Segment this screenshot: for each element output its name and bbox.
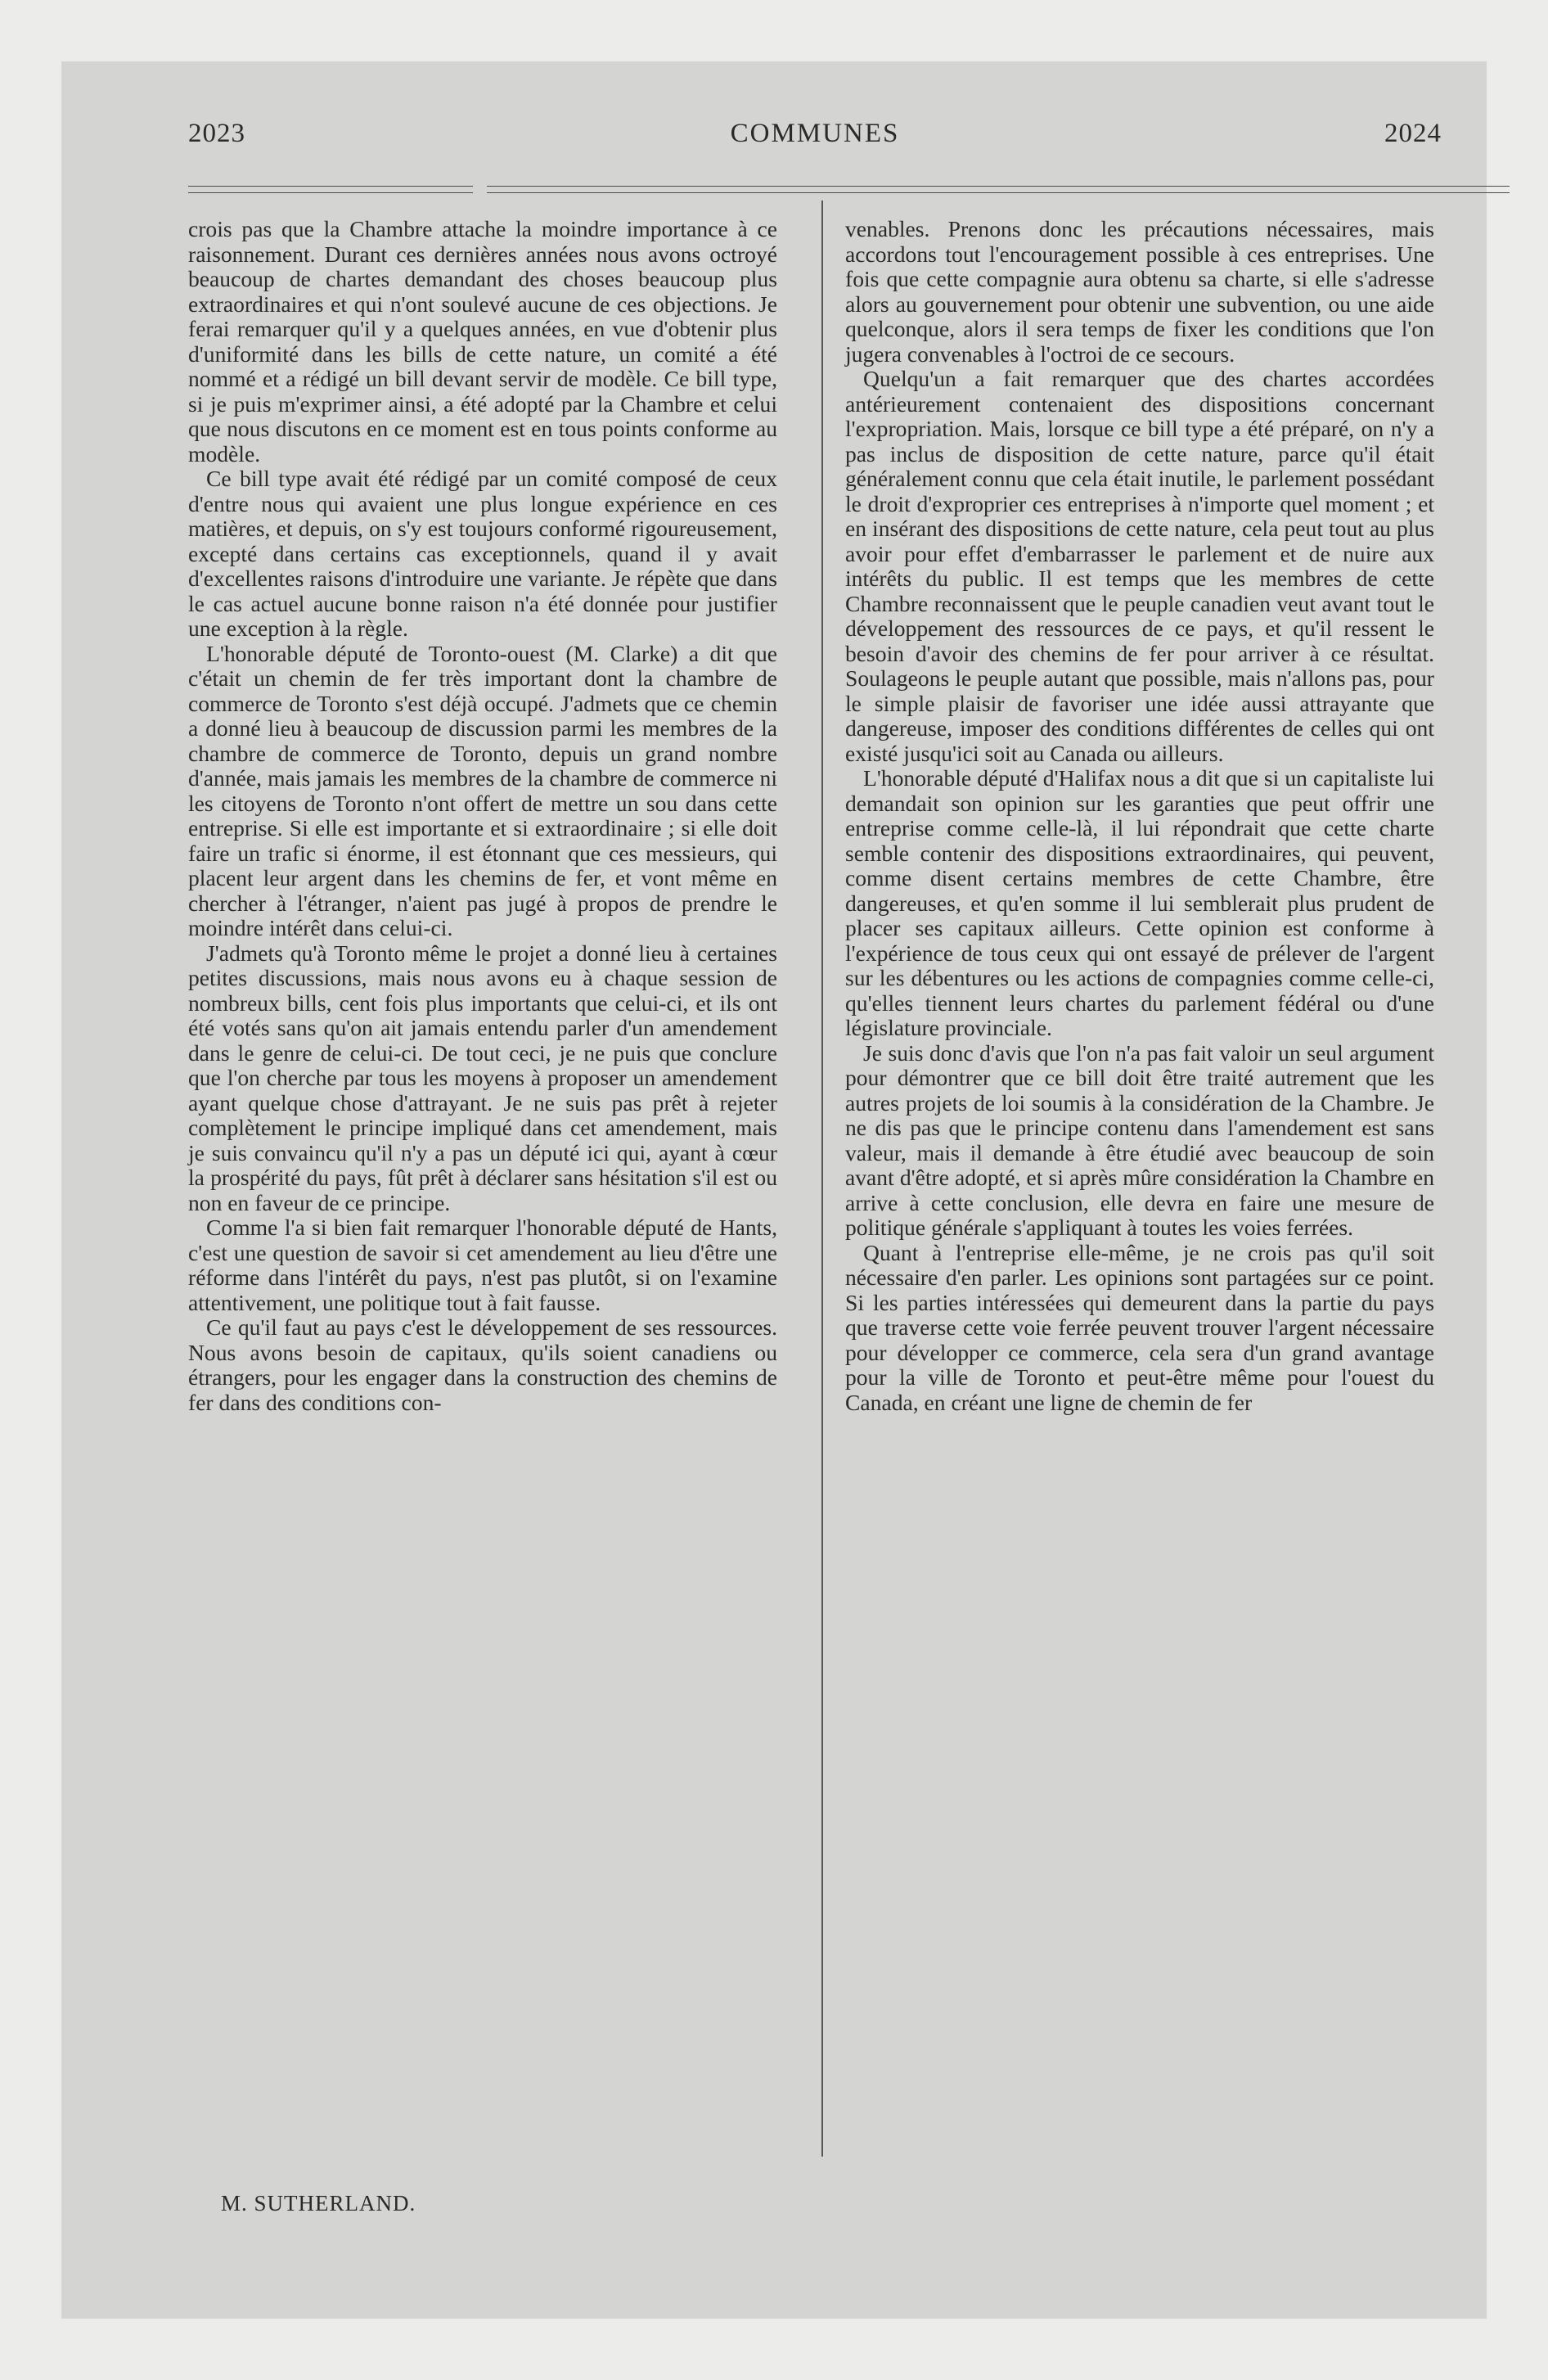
- paragraph: Je suis donc d'avis que l'on n'a pas fait valoir un seul argument pour démontrer que ce bill doit être traité autrement que les autres projets de loi soumis à la considération de la Chambre. Je ne dis pas que le principe contenu dans l'amendement est sans valeur, mais il demande à être étudié avec beaucoup de soin avant d'être adopté, et si après mûre considération la Chambre en arrive à cette conclusion, elle devra en faire une mesure de politique générale s'appliquant à toutes les voies ferrées.: [845, 1039, 1434, 1240]
- paragraph: L'honorable député d'Halifax nous a dit que si un capitaliste lui demandait son opinion sur les garanties que peut offrir une entreprise comme celle-là, il lui répondrait que cette charte semble contenir des dispositions extraordinaires, qui peuvent, comme disent certains membres de cette Chambre, être dangereuses, et qu'en somme il lui semblerait plus prudent de placer ses capitaux ailleurs. Cette opinion est conforme à l'expérience de tous ceux qui ont essayé de prélever de l'argent sur les débentures ou les actions de compagnies comme celle-ci, qu'elles tiennent leurs chartes du parlement fédéral ou d'une législature provinciale.: [845, 765, 1434, 1040]
- paragraph: venables. Prenons donc les précautions nécessaires, mais accordons tout l'encouragement possible à ces entreprises. Une fois que cette compagnie aura obtenu sa charte, si elle s'adresse alors au gouvernement pour obtenir une subvention, ou une aide quelconque, alors il sera temps de fixer les conditions que l'on jugera convenables à l'octroi de ce secours.: [845, 216, 1434, 367]
- speaker-name: M. SUTHERLAND.: [221, 2191, 416, 2215]
- paragraph: crois pas que la Chambre attache la moindre importance à ce raisonnement. Durant ces dernières années nous avons octroyé beaucoup de chartes demandant des choses beaucoup plus extraordinaires et qui n'ont soulevé aucune de ces objections. Je ferai remarquer qu'il y a quelques années, en vue d'obtenir plus d'uniformité dans les bills de cette nature, un comité a été nommé et a rédigé un bill devant servir de modèle. Ce bill type, si je puis m'exprimer ainsi, a été adopté par la Chambre et celui que nous discutons en ce moment est en tous points conforme au modèle.: [188, 216, 777, 467]
- paragraph: Comme l'a si bien fait remarquer l'honorable député de Hants, c'est une question de savoir si cet amendement au lieu d'être une réforme dans l'intérêt du pays, n'est pas plutôt, si on l'examine attentivement, une politique tout à fait fausse.: [188, 1215, 777, 1315]
- paragraph: Ce bill type avait été rédigé par un comité composé de ceux d'entre nous qui avaient une plus longue expérience en ces matières, et depuis, on s'y est toujours conformé rigoureusement, excepté dans certains cas exceptionnels, quand il y avait d'excellentes raisons d'introduire une variante. Je répète que dans le cas actuel aucune bonne raison n'a été donnée pour justifier une exception à la règle.: [188, 466, 777, 641]
- header-rule-left: [188, 186, 473, 193]
- right-column: [845, 217, 1434, 1415]
- page-number-right: 2024: [1384, 119, 1442, 148]
- running-title: COMMUNES: [730, 119, 900, 148]
- document-page: [61, 61, 1487, 2319]
- page-number-left: 2023: [188, 119, 245, 148]
- paragraph: L'honorable député de Toronto-ouest (M. Clarke) a dit que c'était un chemin de fer très important dont la chambre de commerce de Toronto s'est déjà occupé. J'admets que ce chemin a donné lieu à beaucoup de discussion parmi les membres de la chambre de commerce de Toronto, depuis un grand nombre d'année, mais jamais les membres de la chambre de commerce ni les citoyens de Toronto n'ont offert de mettre un sou dans cette entreprise. Si elle est importante et si extraordinaire ; si elle doit faire un trafic si énorme, il est étonnant que ces messieurs, qui placent leur argent dans les chemins de fer, et vont même en chercher à l'étranger, n'aient pas jugé à propos de prendre le moindre intérêt dans celui-ci.: [188, 640, 777, 940]
- paragraph: Ce qu'il faut au pays c'est le développement de ses ressources. Nous avons besoin de capitaux, qu'ils soient canadiens ou étrangers, pour les engager dans la construction des chemins de fer dans des conditions con-: [188, 1314, 777, 1415]
- page-header: [188, 119, 1442, 168]
- paragraph: Quelqu'un a fait remarquer que des chartes accordées antérieurement contenaient des dispositions concernant l'expropriation. Mais, lorsque ce bill type a été préparé, on n'y a pas inclus de disposition de cette nature, parce qu'il était généralement connu que cela était inutile, le parlement possédant le droit d'exproprier ces entreprises à n'importe quel moment ; et en insérant des dispositions de cette nature, cela peut tout au plus avoir pour effet d'embarrasser le parlement et de nuire aux intérêts du public. Il est temps que les membres de cette Chambre reconnaissent que le peuple canadien veut avant tout le développement des ressources de ce pays, et qu'il ressent le besoin d'avoir des chemins de fer pour arriver à ce résultat. Soulageons le peuple autant que possible, mais n'allons pas, pour le simple plaisir de favoriser une idée aussi attrayante que dangereuse, imposer des conditions différentes de celles qui ont existé jusqu'ici soit au Canada ou ailleurs.: [845, 366, 1434, 766]
- paragraph: J'admets qu'à Toronto même le projet a donné lieu à certaines petites discussions, mais nous avons eu à chaque session de nombreux bills, cent fois plus importants que celui-ci, et ils ont été votés sans qu'on ait jamais entendu parler d'un amendement dans le genre de celui-ci. De tout ceci, je ne puis que conclure que l'on cherche par tous les moyens à proposer un amendement ayant quelque chose d'attrayant. Je ne suis pas prêt à rejeter complètement le principe impliqué dans cet amendement, mais je suis convaincu qu'il n'y a pas un député ici qui, ayant à cœur la prospérité du pays, fût prêt à déclarer sans hésitation s'il est ou non en faveur de ce principe.: [188, 940, 777, 1215]
- paragraph: Quant à l'entreprise elle-même, je ne crois pas qu'il soit nécessaire d'en parler. Les opinions sont partagées sur ce point. Si les parties intéressées qui demeurent dans la partie du pays que traverse cette voie ferrée peuvent trouver l'argent nécessaire pour développer ce commerce, cela sera d'un grand avantage pour la ville de Toronto et peut-être même pour l'ouest du Canada, en créant une ligne de chemin de fer: [845, 1239, 1434, 1415]
- header-rule-right: [487, 186, 1510, 193]
- left-column: [188, 217, 777, 1415]
- column-divider: [821, 201, 823, 2157]
